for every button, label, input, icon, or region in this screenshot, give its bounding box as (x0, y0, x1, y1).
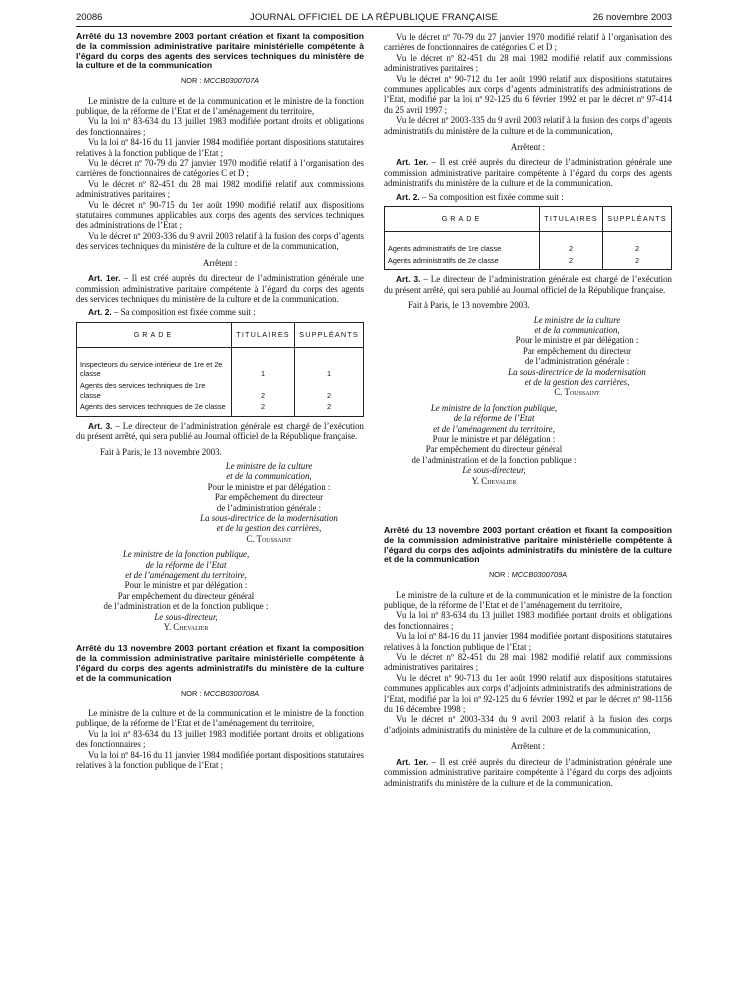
suppleants-cell: 1 (295, 360, 364, 381)
arretent-heading: Arrêtent : (510, 142, 546, 153)
grade-cell: Agents des services techniques de 2e classe (77, 402, 232, 416)
decree-title: Arrêté du 13 novembre 2003 portant création et fixant la composition de la commission administrative paritaire ministérielle compétente à l’égard du corps des agents des services techniques du ministère de la culture et de la communication (76, 32, 364, 71)
signatory-name: C. Toussaint (246, 533, 292, 544)
nor-code: MCCB0300708A (203, 688, 260, 698)
signatory-name: Y. Chevalier (163, 622, 209, 632)
titulaires-cell: 2 (539, 244, 602, 256)
article-label: Art. 1er. (88, 273, 121, 284)
nor-reference: NOR : MCCB0300707A (180, 76, 260, 86)
arretent-heading: Arrêtent : (510, 741, 546, 752)
visa-paragraph: Vu la loi nº 83-634 du 13 juillet 1983 modifiée portant droits et obligations des fonctionnaires ; (384, 610, 672, 631)
column-header-titulaires: TITULAIRES (231, 322, 294, 347)
article-label: Art. 3. (396, 274, 421, 285)
suppleants-cell: 2 (295, 402, 364, 416)
signature-fonction-publique: Le ministre de la fonction publique, de la réforme de l’Etat et de l’aménagement du territoire, Pour le ministre et par délégation : Par empêchement du directeur général de l’administration et de la fonction publique : Le sous-directeur, Y. Chevalier (76, 549, 296, 632)
visa-paragraph: Vu le décret nº 90-715 du 1er août 1990 modifié relatif aux dispositions statutaires communes applicables aux corps des agents des services techniques des administrations de l’Etat ; (76, 199, 364, 231)
visa-paragraph: Vu le décret nº 82-451 du 28 mai 1982 modifié relatif aux commissions administratives paritaires ; (384, 52, 672, 74)
decree-agents-administratifs-continued (384, 32, 672, 486)
visa-paragraph: Vu le décret nº 2003-336 du 9 avril 2003 relatif à la fusion des corps d’agents des services techniques du ministère de la culture et de la communication, (76, 230, 364, 252)
preamble-paragraph: Le ministre de la culture et de la communication et le ministre de la fonction publique, de la réforme de l’Etat et de l’aménagement du territoire, (76, 95, 364, 116)
column-header-grade: GRADE (77, 322, 232, 347)
table-row (385, 244, 672, 256)
visa-paragraph: Vu le décret nº 90-713 du 1er août 1990 relatif aux dispositions statutaires communes applicables aux corps d’adjoints administratifs des administrations de l’Etat, modifié par la loi nº 92-125 du 6 février 1992 et par le décret nº 98-1156 du 16 décembre 1998 ; (384, 672, 672, 715)
article-label: Art. 2. (396, 191, 420, 202)
table-header-row (385, 207, 672, 232)
nor-code: MCCB0300709A (511, 570, 568, 580)
table-header-row (77, 322, 364, 347)
signature-culture: Le ministre de la culture et de la communication, Pour le ministre et par délégation : Par empêchement du directeur de l’administration générale : La sous-directrice de la modernisation et de la gestion des carrières, C. Toussaint (484, 315, 670, 398)
visa-paragraph: Vu la loi nº 83-634 du 13 juillet 1983 modifiée portant droits et obligations des fonctionnaires ; (76, 728, 364, 750)
visa-paragraph: Vu le décret nº 82-451 du 28 mai 1982 modifié relatif aux commissions administratives paritaires ; (384, 652, 672, 673)
nor-code: MCCB0300707A (203, 76, 260, 86)
left-column (76, 32, 364, 982)
composition-table (384, 206, 672, 270)
visa-paragraph: Vu la loi nº 83-634 du 13 juillet 1983 modifiée portant droits et obligations des fonctionnaires ; (76, 116, 364, 137)
article-1: Art. 1er. – Il est créé auprès du directeur de l’administration générale une commission administrative paritaire compétente à l’égard du corps des agents des services techniques du ministère de la culture et de la communication. (76, 273, 364, 304)
column-header-suppleants: SUPPLÉANTS (603, 207, 672, 232)
article-1: Art. 1er. – Il est créé auprès du directeur de l’administration générale une commission administrative paritaire compétente à l’égard du corps des adjoints administratifs du ministère de la culture et de la communication. (384, 756, 672, 788)
titulaires-cell: 2 (539, 256, 602, 270)
column-header-suppleants: SUPPLÉANTS (295, 322, 364, 347)
signature-date: Fait à Paris, le 13 novembre 2003. (408, 300, 530, 311)
signature-culture: Le ministre de la culture et de la communication, Pour le ministre et par délégation : Par empêchement du directeur de l’administration générale : La sous-directrice de la modernisation et de la gestion des carrières, C. Toussaint (176, 461, 362, 544)
decree-agents-administratifs (76, 644, 364, 770)
visa-paragraph: Vu la loi nº 84-16 du 11 janvier 1984 modifiée portant dispositions statutaires relatives à la fonction publique de l’Etat ; (76, 749, 364, 771)
decree-title: Arrêté du 13 novembre 2003 portant création et fixant la composition de la commission administrative paritaire ministérielle compétente à l’égard du corps des adjoints administratifs du ministère de la culture et de la communication (384, 525, 672, 565)
visa-paragraph: Vu le décret nº 90-712 du 1er août 1990 relatif aux dispositions statutaires communes applicables aux corps d’agents administratifs des administrations de l’Etat, modifié par la loi nº 92-125 du 6 février 1992 et par le décret nº 97-414 du 25 avril 1997 ; (384, 73, 672, 115)
titulaires-cell: 2 (231, 381, 294, 402)
table-row (77, 381, 364, 402)
signature-date: Fait à Paris, le 13 novembre 2003. (100, 446, 222, 457)
signature-fonction-publique: Le ministre de la fonction publique, de la réforme de l’Etat et de l’aménagement du territoire, Pour le ministre et par délégation : Par empêchement du directeur général de l’administration et de la fonction publique : Le sous-directeur, Y. Chevalier (384, 403, 604, 486)
page-number: 20086 (76, 12, 103, 23)
preamble-paragraph: Le ministre de la culture et de la communication et le ministre de la fonction publique, de la réforme de l’Etat et de l’aménagement du territoire, (76, 708, 364, 729)
arretent-heading: Arrêtent : (202, 257, 238, 268)
preamble-paragraph: Le ministre de la culture et de la communication et le ministre de la fonction publique, de la réforme de l’Etat et de l’aménagement du territoire, (384, 589, 672, 610)
table-row (77, 360, 364, 381)
nor-reference: NOR : MCCB0300708A (180, 688, 260, 698)
table-row (77, 402, 364, 416)
right-column (384, 32, 672, 982)
suppleants-cell: 2 (295, 381, 364, 402)
page-header (76, 12, 672, 26)
table-row (385, 256, 672, 270)
suppleants-cell: 2 (603, 256, 672, 270)
article-1: Art. 1er. – Il est créé auprès du directeur de l’administration générale une commission administrative paritaire compétente à l’égard du corps des agents administratifs du ministère de la culture et de la communication. (384, 157, 672, 189)
visa-paragraph: Vu la loi nº 84-16 du 11 janvier 1984 modifiée portant dispositions statutaires relatives à la fonction publique de l’Etat ; (384, 631, 672, 652)
issue-date: 26 novembre 2003 (592, 12, 672, 23)
article-label: Art. 1er. (396, 157, 429, 168)
grade-cell: Inspecteurs du service intérieur de 1re et 2e classe (77, 360, 232, 381)
article-label: Art. 3. (88, 420, 113, 431)
column-header-titulaires: TITULAIRES (539, 207, 602, 232)
article-label: Art. 2. (88, 307, 112, 318)
titulaires-cell: 2 (231, 402, 294, 416)
titulaires-cell: 1 (231, 360, 294, 381)
article-3: Art. 3. – Le directeur de l’administration générale est chargé de l’exécution du présent arrêté, qui sera publié au Journal officiel de la République française. (76, 420, 364, 442)
suppleants-cell: 2 (603, 244, 672, 256)
grade-cell: Agents administratifs de 2e classe (385, 256, 540, 270)
article-2: Art. 2. – Sa composition est fixée comme suit : (88, 307, 256, 318)
visa-paragraph: Vu le décret nº 82-451 du 28 mai 1982 modifié relatif aux commissions administratives paritaires ; (76, 178, 364, 200)
decree-agents-techniques (76, 32, 364, 632)
nor-reference: NOR : MCCB0300709A (488, 570, 568, 580)
article-2: Art. 2. – Sa composition est fixée comme suit : (396, 191, 564, 202)
visa-paragraph: Vu le décret nº 2003-335 du 9 avril 2003 relatif à la fusion des corps d’agents administratifs du ministère de la culture et de la communication, (384, 115, 672, 136)
grade-cell: Agents des services techniques de 1re classe (77, 381, 232, 402)
journal-title: JOURNAL OFFICIEL DE LA RÉPUBLIQUE FRANÇAISE (249, 12, 499, 23)
visa-paragraph: Vu la loi nº 84-16 du 11 janvier 1984 modifiée portant dispositions statutaires relatives à la fonction publique de l’Etat ; (76, 137, 364, 158)
decree-adjoints-administratifs (384, 526, 672, 788)
composition-table (76, 322, 364, 417)
header-rule (76, 26, 672, 27)
article-label: Art. 1er. (396, 756, 429, 767)
grade-cell: Agents administratifs de 1re classe (385, 244, 540, 256)
signatory-name: C. Toussaint (554, 387, 600, 398)
visa-paragraph: Vu le décret nº 2003-334 du 9 avril 2003 relatif à la fusion des corps d’adjoints administratifs du ministère de la culture et de la communication, (384, 714, 672, 735)
signatory-name: Y. Chevalier (471, 475, 517, 486)
article-3: Art. 3. – Le directeur de l’administration générale est chargé de l’exécution du présent arrêté, qui sera publié au Journal officiel de la République française. (384, 274, 672, 295)
visa-paragraph: Vu le décret nº 70-79 du 27 janvier 1970 modifié relatif à l’organisation des carrières de fonctionnaires de catégories C et D ; (76, 158, 364, 179)
decree-title: Arrêté du 13 novembre 2003 portant création et fixant la composition de la commission administrative paritaire ministérielle compétente à l’égard du corps des agents administratifs du ministère de la culture et de la communication (76, 643, 364, 683)
column-header-grade: GRADE (385, 207, 540, 232)
visa-paragraph: Vu le décret nº 70-79 du 27 janvier 1970 modifié relatif à l’organisation des carrières de fonctionnaires de catégories C et D ; (384, 32, 672, 53)
